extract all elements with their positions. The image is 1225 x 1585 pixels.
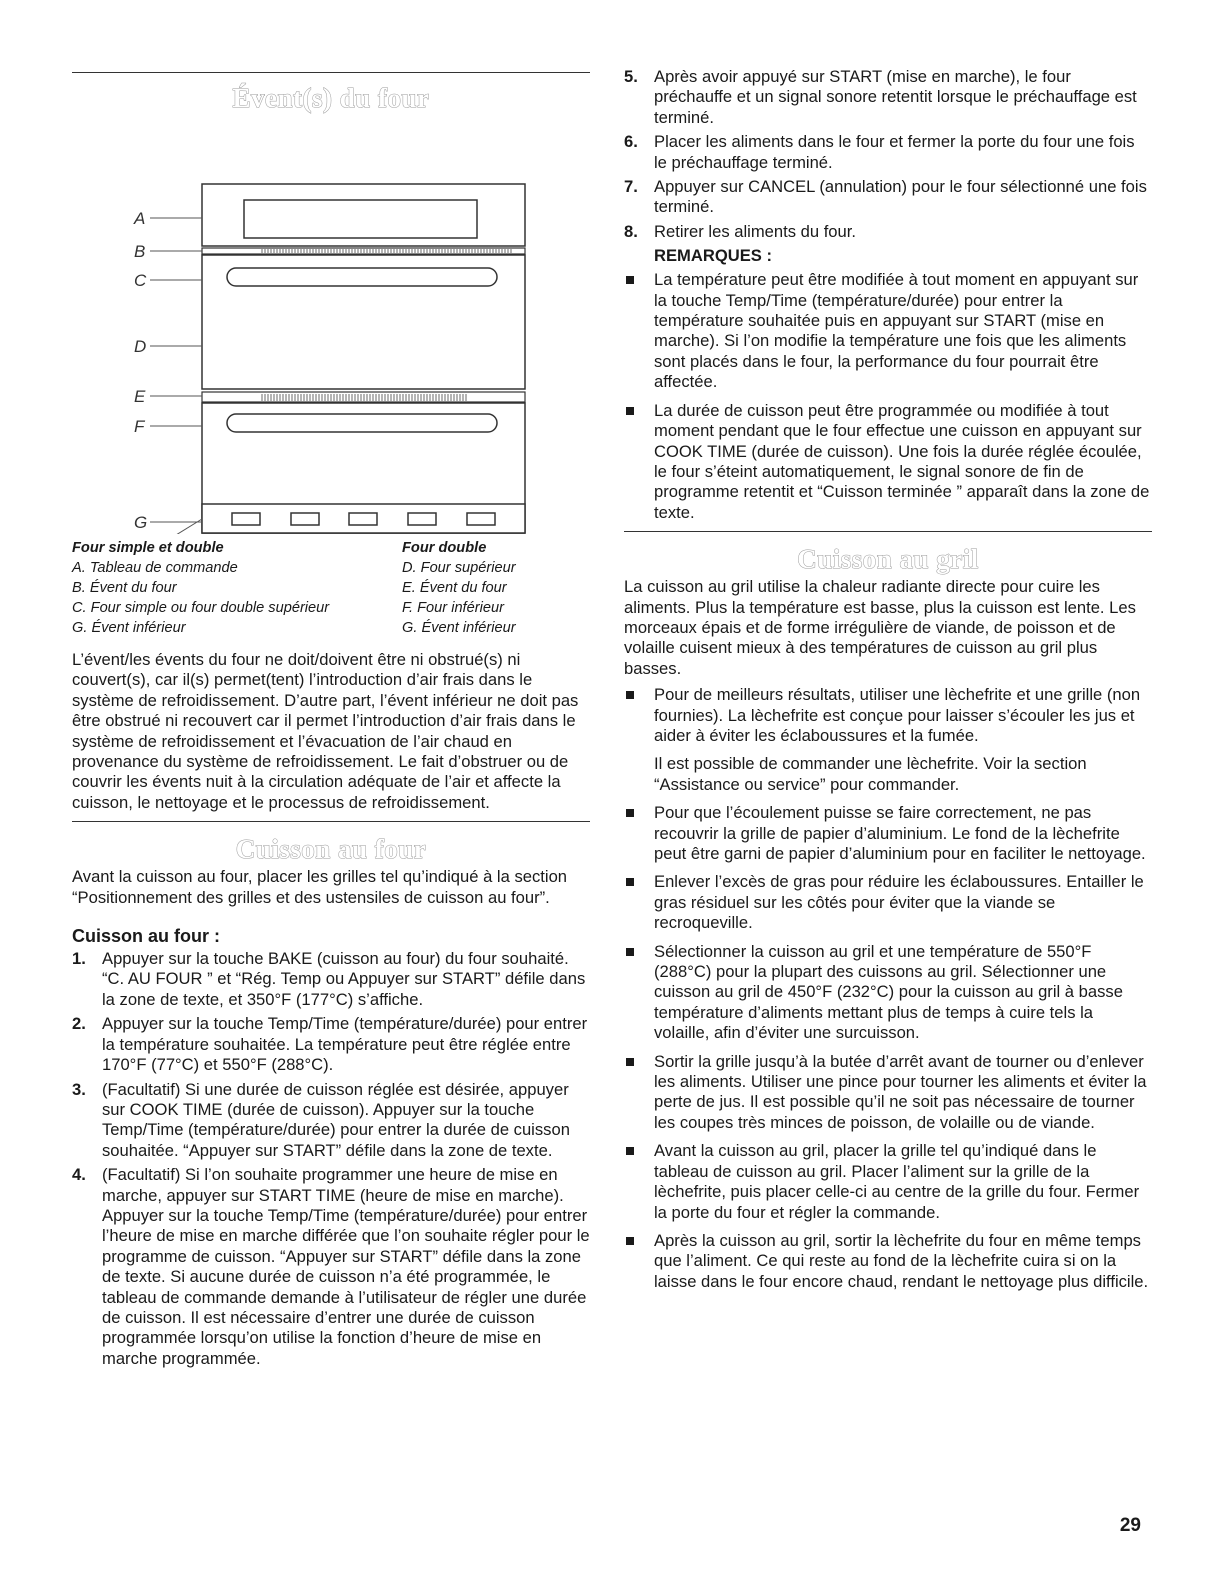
caption-column-double [402, 538, 516, 638]
broil-section-title: Cuisson au gril [797, 544, 979, 575]
broil-intro-text: La cuisson au gril utilise la chaleur radiante directe pour cuire les aliments. Plus la température est basse, plus la cuisson est lente. Les morceaux épais et de forme irrégulière de viande, de poisson et de volaille cuisent mieux à des températures de cuisson au gril plus basses. [624, 577, 1136, 678]
right-column [624, 0, 1152, 1300]
upper-oven-door [202, 255, 525, 389]
caption-heading: Four double [402, 540, 487, 556]
remark-item: La température peut être modifiée à tout moment en appuyant sur la touche Temp/Time (température/durée) pour entrer la température souhaitée puis en appuyant sur START (mise en marche). Si l’on modifie la température une fois que les aliments sont placés dans le four, la performance du four pourrait être affectée. [624, 270, 1152, 392]
bake-step: 4. (Facultatif) Si l’on souhaite programmer une heure de mise en marche, appuyer sur START TIME (heure de mise en marche). Appuyer sur la touche Temp/Time (température/durée) pour entrer l’heure de mise en marche différée que l’on souhaite régler pour le programme de cuisson. “Appuyer sur START” défile dans la zone de texte. Si aucune durée de cuisson n’a été programmée, le tableau de commande demande à l’utilisateur de régler une durée de cuisson. Il est nécessaire d’entrer une durée de cuisson programmée lorsqu’on utilise la fonction d’heure de mise en marche programmée. [72, 1165, 590, 1368]
middle-oven-vent [202, 392, 525, 402]
diagram-label-g: G [134, 513, 148, 532]
vents-body-text: L’évent/les évents du four ne doit/doivent être ni obstrué(s) ni couvert(s), car il(s) permet(tent) l’introduction d’air frais dans le système de refroidissement. D’autre part, l’évent inférieur ne doit pas être obstrué ni recouvert car il permet l’introduction d’air frais dans le système de refroidissement et l’évacuation de l’air chaud en provenance du système de refroidissement. Le fait d’obstruer ou de couvrir les évents nuit à la circulation adéquate de l’air et affecte la cuisson, le nettoyage et le processus de refroidissement. [72, 650, 579, 812]
bake-step: 5. Après avoir appuyé sur START (mise en marche), le four préchauffe et un signal sonore retentit lorsque le préchauffage est terminé. [624, 67, 1137, 127]
diagram-label-b: B [134, 242, 146, 261]
vents-section-title: Évent(s) du four [232, 83, 430, 113]
broil-bullet: Après la cuisson au gril, sortir la lèchefrite du four en même temps que l’aliment. Ce qui reste au fond de la lèchefrite cuira si on la laisse dans le four encore chaud, rendant le nettoyage plus difficile. [624, 1231, 1152, 1292]
remarks-list [624, 270, 1152, 523]
upper-oven-handle [227, 268, 497, 286]
broil-bullet: Avant la cuisson au gril, placer la grille tel qu’indiqué dans le tableau de cuisson au gril. Placer l’aliment sur la grille de la lèchefrite, puis placer celle-ci au centre de la grille du four. Fermer la porte du four et régler la commande. [624, 1141, 1152, 1223]
caption-column-single-double [72, 538, 402, 638]
diagram-label-d: D [134, 337, 147, 356]
caption-item: G. Évent inférieur [402, 620, 516, 636]
caption-item: G. Évent inférieur [72, 620, 186, 636]
page-number: 29 [1119, 1515, 1141, 1536]
remark-item: La durée de cuisson peut être programmée ou modifiée à tout moment pendant que le four effectue une cuisson en appuyant sur COOK TIME (durée de cuisson). Une fois la durée réglée écoulée, le four s’éteint automatiquement, le signal sonore de fin de programme retentit et “Cuisson terminée ” apparaît dans la zone de texte. [624, 401, 1152, 523]
broil-bullet: Enlever l’excès de gras pour réduire les éclaboussures. Entailler le gras résiduel sur les côtés pour éviter que la viande se recroqueville. [624, 872, 1152, 933]
caption-item: F. Four inférieur [402, 600, 504, 616]
broil-bullets [624, 685, 1152, 1292]
bake-steps-list-part2 [624, 67, 1152, 242]
diagram-caption [72, 538, 590, 638]
broil-bullet: Pour de meilleurs résultats, utiliser une lèchefrite et une grille (non fournies). La lèchefrite est conçue pour laisser s’écouler les jus et aider à éviter les éclaboussures et la fumée. Il est possible de commander une lèchefrite. Voir la section “Assistance ou service” pour commander. [624, 685, 1152, 795]
broil-bullet: Sélectionner la cuisson au gril et une température de 550°F (288°C) pour la plupart des cuissons au gril. Sélectionner une cuisson au gril de 450°F (232°C) pour la cuisson au gril à basse température d’aliments mettant plus de temps à cuire tels la volaille, afin d’éviter une surcuisson. [624, 942, 1152, 1044]
oven-diagram-svg [72, 124, 590, 534]
caption-heading: Four simple et double [72, 540, 224, 556]
bake-step: 2. Appuyer sur la touche Temp/Time (température/durée) pour entrer la température souhaitée. La température peut être réglée entre 170°F (77°C) et 550°F (288°C). [72, 1014, 588, 1075]
caption-item: C. Four simple ou four double supérieur [72, 600, 330, 616]
remarks-label: REMARQUES : [654, 246, 773, 266]
section-rule [72, 72, 590, 73]
bake-step: 1. Appuyer sur la touche BAKE (cuisson au four) du four souhaité. “C. AU FOUR ” et “Rég. Temp ou Appuyer sur START” défile dans la zone de texte, et 350°F (177°C) s’affiche. [72, 949, 586, 1009]
caption-item: E. Évent du four [402, 580, 507, 596]
broil-bullet: Sortir la grille jusqu’à la butée d’arrêt avant de tourner ou d’enlever les aliments. Utiliser une pince pour tourner les aliments et éviter la perte de jus. Il est possible qu’il ne soit pas nécessaire de tourner les coupes très minces de poisson, de volaille ou de viande. [624, 1052, 1152, 1134]
bake-step: 8. Retirer les aliments du four. [624, 221, 856, 241]
section-rule [72, 821, 590, 822]
broil-bullet-note: Il est possible de commander une lèchefrite. Voir la section “Assistance ou service” pour commander. [654, 754, 1087, 794]
section-rule [624, 531, 1152, 532]
display-screen [244, 200, 477, 238]
bake-step: 3. (Facultatif) Si une durée de cuisson réglée est désirée, appuyer sur COOK TIME (durée de cuisson). Appuyer sur la touche Temp/Time (température/durée) pour entrer la durée de cuisson souhaitée. “Appuyer sur START” défile dans la zone de texte. [72, 1079, 570, 1160]
bottom-vent-panel [202, 504, 525, 533]
diagram-label-a: A [134, 209, 146, 228]
caption-item: B. Évent du four [72, 580, 177, 596]
caption-item: D. Four supérieur [402, 560, 516, 576]
bake-subheading: Cuisson au four : [72, 926, 220, 947]
upper-oven-vent [202, 248, 525, 254]
left-column [72, 0, 590, 1373]
diagram-label-e: E [134, 387, 146, 406]
bake-intro-text: Avant la cuisson au four, placer les grilles tel qu’indiqué à la section “Positionnement des grilles et des ustensiles de cuisson au four”. [72, 867, 568, 907]
diagram-label-c: C [134, 271, 147, 290]
bake-step: 7. Appuyer sur CANCEL (annulation) pour le four sélectionné une fois terminé. [624, 177, 1147, 217]
diagram-label-f: F [134, 417, 145, 436]
bake-steps-list-part1 [72, 949, 590, 1369]
bake-step: 6. Placer les aliments dans le four et fermer la porte du four une fois le préchauffage terminé. [624, 132, 1135, 172]
broil-bullet: Pour que l’écoulement puisse se faire correctement, ne pas recouvrir la grille de papier d’aluminium. Le fond de la lèchefrite peut être garni de papier d’aluminium pour en faciliter le nettoyage. [624, 803, 1152, 864]
caption-item: A. Tableau de commande [72, 560, 238, 576]
lower-oven-handle [227, 414, 497, 432]
oven-vents-diagram [72, 124, 590, 534]
bake-section-title: Cuisson au four [235, 834, 427, 865]
